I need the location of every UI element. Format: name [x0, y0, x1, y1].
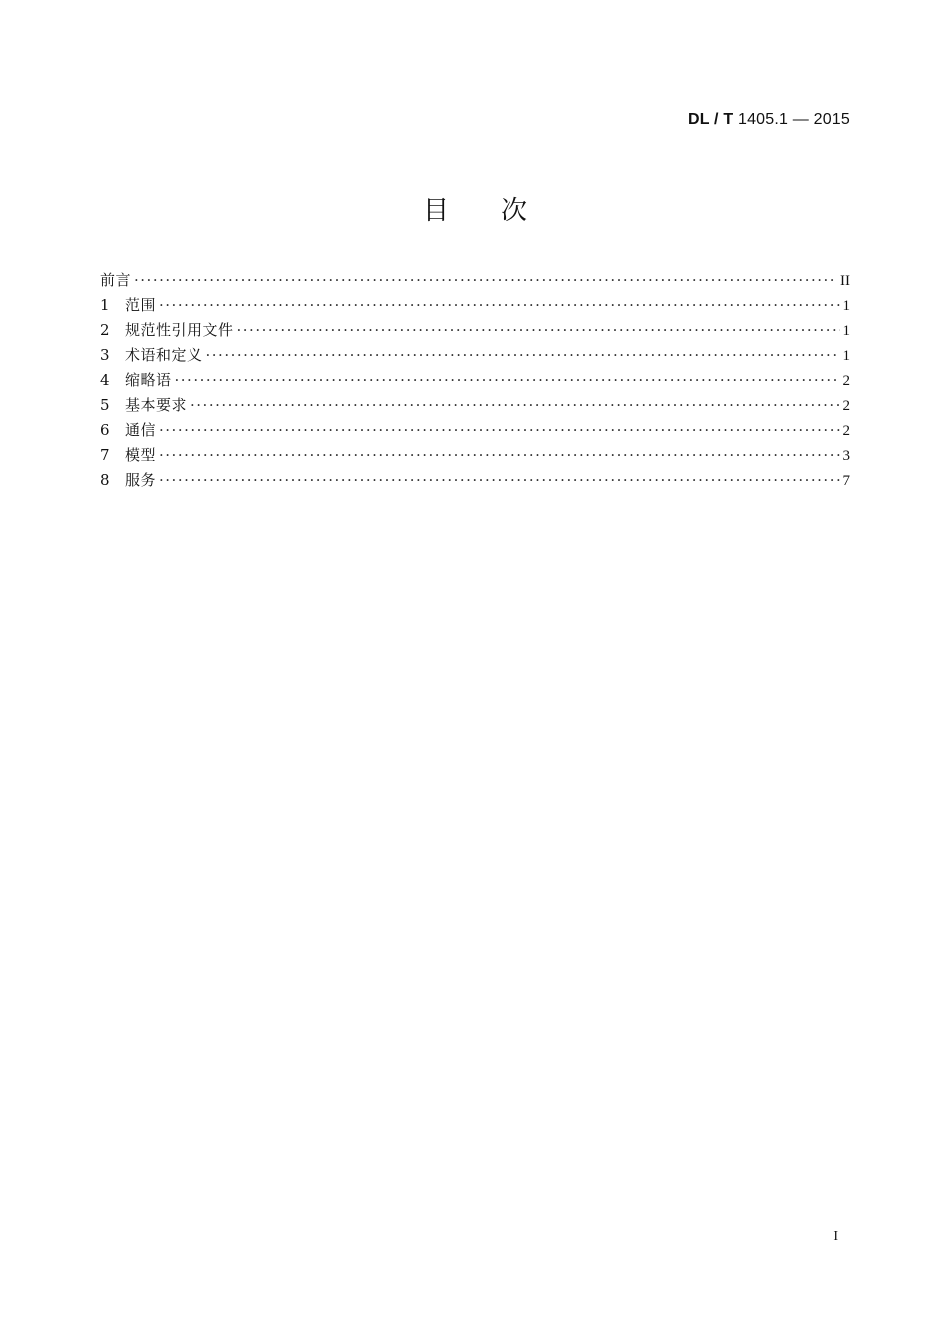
toc-entry-number: 8 — [100, 471, 110, 489]
standard-code-number: 1405.1 — 2015 — [737, 111, 850, 128]
toc-page-number: II — [840, 273, 850, 289]
toc-entry-number: 4 — [100, 371, 110, 389]
toc-entry-normative-references[interactable] — [100, 318, 850, 343]
toc-entry-model[interactable] — [100, 443, 850, 468]
toc-entry-label: 术语和定义 — [125, 346, 203, 364]
standard-code — [688, 111, 850, 129]
toc-page-number: 2 — [842, 398, 850, 414]
toc-leader-dots — [159, 418, 839, 443]
toc-leader-dots — [159, 293, 839, 318]
page-number: I — [833, 1229, 838, 1244]
toc-entry-communication[interactable] — [100, 418, 850, 443]
toc-leader-dots — [159, 468, 839, 493]
toc-leader-dots — [190, 393, 839, 418]
toc-entry-label: 范围 — [125, 296, 157, 314]
page-title — [0, 190, 950, 227]
toc-entry-label: 前言 — [100, 271, 132, 289]
toc-entry-basic-requirements[interactable] — [100, 393, 850, 418]
standard-code-prefix: DL / T — [687, 111, 734, 128]
toc-entry-number: 3 — [100, 346, 110, 364]
toc-entry-abbreviations[interactable] — [100, 368, 850, 393]
toc-entry-label: 服务 — [125, 471, 157, 489]
toc-page-number: 2 — [842, 373, 850, 389]
toc-page-number: 1 — [842, 323, 850, 339]
page-title-char-2: 次 — [501, 196, 528, 226]
toc-page-number: 1 — [842, 298, 850, 314]
toc-entry-label: 通信 — [125, 421, 157, 439]
toc-entry-number: 1 — [100, 296, 110, 314]
page-title-char-1: 目 — [422, 196, 449, 226]
toc-entry-number: 7 — [100, 446, 110, 464]
toc-page-number: 7 — [842, 473, 850, 489]
toc-leader-dots — [206, 343, 840, 368]
toc-leader-dots — [134, 268, 837, 293]
toc-entry-label: 规范性引用文件 — [125, 321, 234, 339]
toc-leader-dots — [175, 368, 840, 393]
toc-entry-number: 5 — [100, 396, 110, 414]
toc-page-number: 2 — [842, 423, 850, 439]
toc-entry-label: 模型 — [125, 446, 157, 464]
table-of-contents — [100, 268, 850, 493]
toc-entry-services[interactable] — [100, 468, 850, 493]
toc-entry-label: 缩略语 — [125, 371, 172, 389]
toc-leader-dots — [159, 443, 839, 468]
toc-entry-number: 6 — [100, 421, 110, 439]
toc-leader-dots — [237, 318, 840, 343]
toc-entry-foreword[interactable] — [100, 268, 850, 293]
toc-entry-label: 基本要求 — [125, 396, 188, 414]
toc-entry-number: 2 — [100, 321, 110, 339]
toc-page-number: 3 — [842, 448, 850, 464]
toc-entry-terms-definitions[interactable] — [100, 343, 850, 368]
toc-page-number: 1 — [842, 348, 850, 364]
toc-entry-scope[interactable] — [100, 293, 850, 318]
